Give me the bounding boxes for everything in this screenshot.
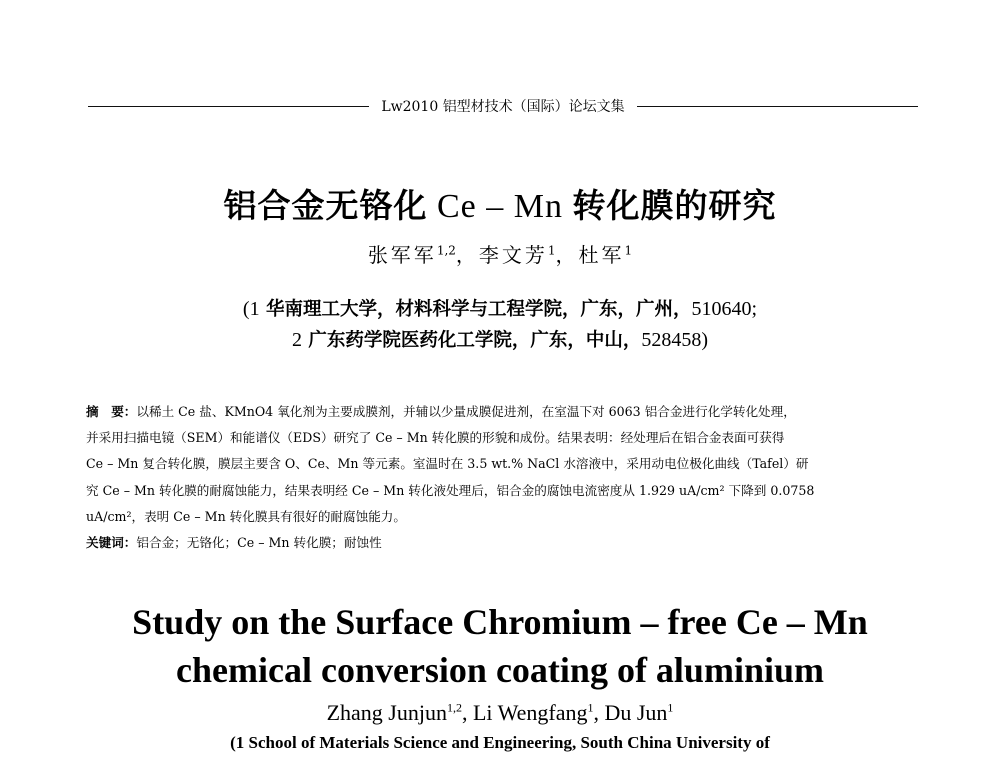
abstract-line: uA/cm²，表明 Ce – Mn 转化膜具有很好的耐腐蚀能力。	[86, 508, 406, 524]
keywords-label: 关键词：	[86, 534, 137, 550]
header-text: Lw2010 铝型材技术（国际）论坛文集	[381, 99, 625, 115]
author-affiliation-mark: 1,2	[446, 700, 462, 715]
author-affiliation-mark: 1	[547, 243, 556, 258]
affiliation-number: (1	[242, 298, 260, 320]
header-rule-left	[88, 106, 369, 107]
postal-code: 510640;	[691, 298, 758, 320]
abstract-block	[86, 399, 918, 556]
author-affiliation-mark: 1	[667, 700, 674, 715]
keywords-text: 铝合金；无铬化；Ce – Mn 转化膜；耐蚀性	[136, 534, 382, 550]
author-name: 李文芳	[478, 243, 548, 267]
author-name: 张军军	[367, 243, 437, 267]
author-affiliation-mark: 1	[624, 243, 633, 258]
author-separator: ，	[455, 243, 479, 267]
author-affiliation-mark: 1	[587, 700, 594, 715]
author-name: 杜军	[578, 243, 625, 267]
author-name: Du Jun	[604, 700, 668, 725]
postal-code: 528458)	[641, 329, 709, 351]
affiliations-chinese	[0, 294, 1000, 356]
abstract-text: 以稀土 Ce 盐、KMnO4 氧化剂为主要成膜剂，并辅以少量成膜促进剂，在室温下对 6063 铝合金进行化学转化处理，	[136, 404, 796, 419]
abstract-line: 并采用扫描电镜（SEM）和能谱仪（EDS）研究了 Ce – Mn 转化膜的形貌和成份。结果表明：经处理后在铝合金表面可获得	[86, 430, 785, 446]
author-separator: ，	[555, 243, 579, 267]
authors-chinese	[0, 239, 1000, 268]
paper-title-english	[0, 598, 1000, 694]
keywords-line	[86, 530, 918, 556]
paper-title-chinese	[0, 180, 1000, 227]
affiliation-text: 广东药学院医药化工学院，广东，中山，	[301, 330, 642, 351]
affiliation-line	[0, 325, 1000, 356]
title-cn-part1: 铝合金无铬化	[223, 186, 428, 225]
title-en-line: chemical conversion coating of aluminium	[176, 650, 824, 690]
title-cn-latin: Ce – Mn	[427, 188, 573, 225]
running-header	[88, 96, 918, 116]
author-name: Zhang Junjun	[326, 700, 447, 725]
authors-english	[0, 700, 1000, 726]
author-name: Li Wengfang	[472, 700, 588, 725]
author-separator: ,	[461, 700, 473, 725]
affiliation-english: (1 School of Materials Science and Engineering, South China University of	[230, 733, 770, 752]
affiliation-line	[0, 294, 1000, 325]
abstract-label: 摘 要：	[86, 404, 137, 419]
affiliation-number: 2	[291, 329, 302, 351]
abstract-line: 究 Ce – Mn 转化膜的耐腐蚀能力，结果表明经 Ce – Mn 转化液处理后，铝合金的腐蚀电流密度从 1.929 uA/cm² 下降到 0.0758	[86, 482, 815, 498]
author-separator: ,	[593, 700, 605, 725]
abstract-line	[86, 399, 918, 425]
abstract-line: Ce – Mn 复合转化膜，膜层主要含 O、Ce、Mn 等元素。室温时在 3.5 wt.% NaCl 水溶液中，采用动电位极化曲线（Tafel）研	[86, 456, 809, 472]
title-cn-part2: 转化膜的研究	[572, 186, 777, 225]
affiliation-text: 华南理工大学，材料科学与工程学院，广东，广州，	[259, 299, 692, 320]
header-rule-right	[637, 106, 918, 107]
author-affiliation-mark: 1,2	[436, 243, 456, 258]
title-en-line: Study on the Surface Chromium – free Ce – Mn	[132, 602, 868, 642]
